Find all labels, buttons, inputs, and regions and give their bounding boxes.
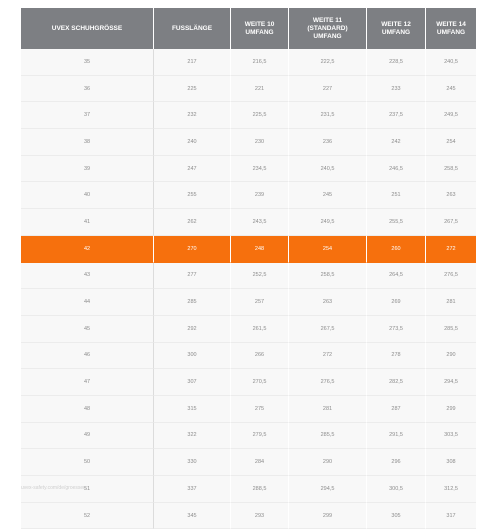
cell-width-14: 276,5: [426, 263, 476, 290]
cell-shoe-size: 37: [21, 102, 154, 129]
table-row: [21, 449, 476, 476]
cell-width-10: 279,5: [231, 423, 289, 450]
table-header-row: [21, 8, 476, 49]
cell-width-14: 258,5: [426, 156, 476, 183]
cell-width-14: 312,5: [426, 476, 476, 503]
cell-shoe-size: 35: [21, 49, 154, 76]
cell-width-11: 290: [289, 449, 367, 476]
cell-width-10: 248: [231, 236, 289, 263]
cell-shoe-size: 51: [21, 476, 154, 503]
header-width-14: WEITE 14 UMFANG: [426, 8, 476, 49]
table-row: [21, 49, 476, 76]
cell-width-12: 228,5: [367, 49, 426, 76]
cell-shoe-size: 41: [21, 209, 154, 236]
cell-foot-length: 277: [154, 263, 231, 290]
cell-width-11: 281: [289, 396, 367, 423]
footer-caption: uvex-safety.com/de/groessen: [21, 485, 86, 491]
cell-foot-length: 255: [154, 182, 231, 209]
cell-shoe-size: 36: [21, 76, 154, 103]
table-row: [21, 102, 476, 129]
size-chart-table: [21, 8, 476, 529]
table-row: [21, 76, 476, 103]
cell-width-10: 266: [231, 343, 289, 370]
cell-width-14: 290: [426, 343, 476, 370]
cell-foot-length: 307: [154, 369, 231, 396]
cell-width-11: 231,5: [289, 102, 367, 129]
cell-shoe-size: 46: [21, 343, 154, 370]
cell-width-12: 273,5: [367, 316, 426, 343]
cell-width-12: 269: [367, 289, 426, 316]
table-row: [21, 289, 476, 316]
cell-width-10: 293: [231, 503, 289, 529]
table-row: [21, 503, 476, 529]
table-row: [21, 263, 476, 290]
cell-width-12: 305: [367, 503, 426, 529]
cell-shoe-size: 52: [21, 503, 154, 529]
table-row: [21, 396, 476, 423]
cell-shoe-size: 49: [21, 423, 154, 450]
cell-width-12: 282,5: [367, 369, 426, 396]
cell-width-10: 230: [231, 129, 289, 156]
header-width-10: WEITE 10 UMFANG: [231, 8, 289, 49]
table-row: [21, 209, 476, 236]
cell-width-11: 227: [289, 76, 367, 103]
cell-width-11: 294,5: [289, 476, 367, 503]
cell-width-14: 254: [426, 129, 476, 156]
cell-width-11: 285,5: [289, 423, 367, 450]
cell-width-12: 237,5: [367, 102, 426, 129]
cell-width-14: 317: [426, 503, 476, 529]
cell-shoe-size: 40: [21, 182, 154, 209]
table-row: [21, 182, 476, 209]
cell-width-10: 252,5: [231, 263, 289, 290]
header-foot-length: FUSSLÄNGE: [154, 8, 231, 49]
cell-width-11: 245: [289, 182, 367, 209]
cell-shoe-size: 50: [21, 449, 154, 476]
cell-width-12: 251: [367, 182, 426, 209]
cell-width-12: 255,5: [367, 209, 426, 236]
cell-shoe-size: 43: [21, 263, 154, 290]
cell-width-10: 243,5: [231, 209, 289, 236]
table-row: [21, 423, 476, 450]
cell-width-14: 263: [426, 182, 476, 209]
cell-foot-length: 345: [154, 503, 231, 529]
cell-foot-length: 270: [154, 236, 231, 263]
cell-width-14: 285,5: [426, 316, 476, 343]
cell-width-11: 240,5: [289, 156, 367, 183]
cell-width-11: 236: [289, 129, 367, 156]
cell-width-12: 233: [367, 76, 426, 103]
cell-width-14: 249,5: [426, 102, 476, 129]
header-width-12: WEITE 12 UMFANG: [367, 8, 426, 49]
cell-width-12: 300,5: [367, 476, 426, 503]
table-row: [21, 369, 476, 396]
cell-width-12: 260: [367, 236, 426, 263]
cell-width-10: 270,5: [231, 369, 289, 396]
cell-width-12: 264,5: [367, 263, 426, 290]
cell-width-11: 254: [289, 236, 367, 263]
cell-shoe-size: 38: [21, 129, 154, 156]
cell-width-12: 242: [367, 129, 426, 156]
cell-width-10: 284: [231, 449, 289, 476]
cell-width-12: 291,5: [367, 423, 426, 450]
header-width-11: WEITE 11 (STANDARD) UMFANG: [289, 8, 367, 49]
cell-width-10: 221: [231, 76, 289, 103]
table-row: [21, 476, 476, 503]
table-row: [21, 343, 476, 370]
cell-width-12: 246,5: [367, 156, 426, 183]
cell-width-11: 249,5: [289, 209, 367, 236]
cell-shoe-size: 42: [21, 236, 154, 263]
cell-width-14: 245: [426, 76, 476, 103]
cell-width-14: 308: [426, 449, 476, 476]
cell-foot-length: 322: [154, 423, 231, 450]
cell-width-11: 263: [289, 289, 367, 316]
cell-width-10: 257: [231, 289, 289, 316]
cell-width-14: 303,5: [426, 423, 476, 450]
cell-width-14: 267,5: [426, 209, 476, 236]
cell-foot-length: 292: [154, 316, 231, 343]
cell-foot-length: 225: [154, 76, 231, 103]
cell-width-14: 281: [426, 289, 476, 316]
cell-foot-length: 330: [154, 449, 231, 476]
cell-foot-length: 300: [154, 343, 231, 370]
cell-width-10: 239: [231, 182, 289, 209]
cell-width-10: 261,5: [231, 316, 289, 343]
table-row: [21, 156, 476, 183]
cell-foot-length: 217: [154, 49, 231, 76]
cell-width-10: 275: [231, 396, 289, 423]
cell-width-14: 272: [426, 236, 476, 263]
cell-width-11: 258,5: [289, 263, 367, 290]
cell-width-11: 272: [289, 343, 367, 370]
cell-width-14: 299: [426, 396, 476, 423]
cell-shoe-size: 39: [21, 156, 154, 183]
cell-foot-length: 232: [154, 102, 231, 129]
cell-shoe-size: 44: [21, 289, 154, 316]
table-row: [21, 129, 476, 156]
cell-width-11: 276,5: [289, 369, 367, 396]
cell-shoe-size: 48: [21, 396, 154, 423]
cell-foot-length: 285: [154, 289, 231, 316]
cell-width-11: 222,5: [289, 49, 367, 76]
header-shoe-size: UVEX SCHUHGRÖSSE: [21, 8, 154, 49]
cell-width-10: 234,5: [231, 156, 289, 183]
table-body: [21, 49, 476, 529]
cell-foot-length: 247: [154, 156, 231, 183]
cell-width-12: 296: [367, 449, 426, 476]
cell-shoe-size: 45: [21, 316, 154, 343]
cell-foot-length: 337: [154, 476, 231, 503]
cell-foot-length: 262: [154, 209, 231, 236]
table-row: [21, 316, 476, 343]
cell-width-12: 287: [367, 396, 426, 423]
cell-width-11: 299: [289, 503, 367, 529]
cell-width-10: 216,5: [231, 49, 289, 76]
cell-width-12: 278: [367, 343, 426, 370]
cell-shoe-size: 47: [21, 369, 154, 396]
table-row: [21, 236, 476, 263]
cell-width-11: 267,5: [289, 316, 367, 343]
cell-width-14: 240,5: [426, 49, 476, 76]
cell-width-10: 225,5: [231, 102, 289, 129]
cell-foot-length: 315: [154, 396, 231, 423]
cell-foot-length: 240: [154, 129, 231, 156]
cell-width-14: 294,5: [426, 369, 476, 396]
cell-width-10: 288,5: [231, 476, 289, 503]
